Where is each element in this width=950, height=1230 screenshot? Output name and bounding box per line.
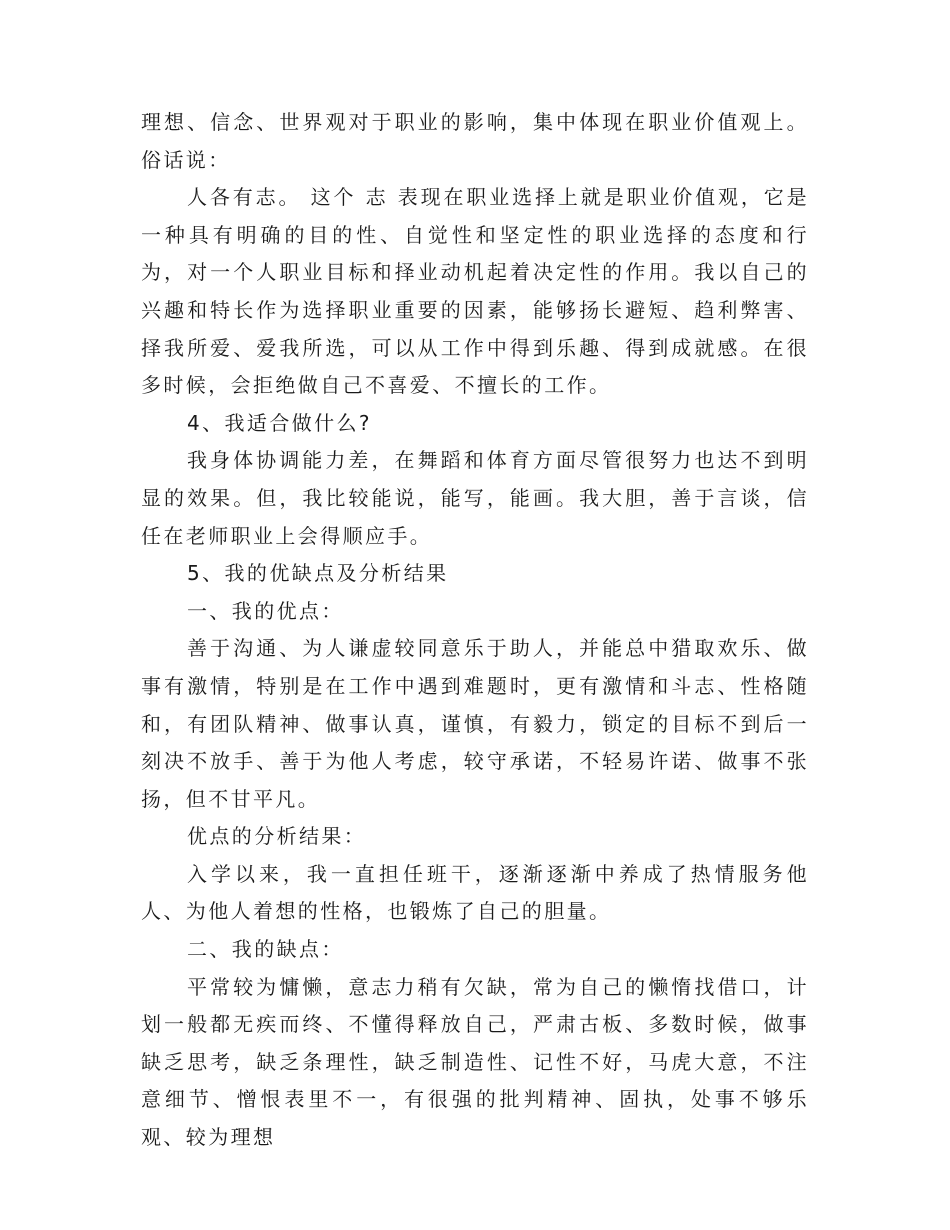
paragraph-values-intro: 理想、信念、世界观对于职业的影响，集中体现在职业价值观上。俗话说： — [141, 110, 809, 172]
document-body — [141, 104, 809, 1157]
subheading-weaknesses: 二、我的缺点： — [187, 937, 344, 962]
heading-strengths-weaknesses: 5、我的优缺点及分析结果 — [187, 561, 449, 586]
paragraph-weaknesses: 平常较为慵懒，意志力稍有欠缺，常为自己的懒惰找借口，计划一般都无疾而终、不懂得释放自己，严肃古板、多数时候，做事缺乏思考，缺乏条理性，缺乏制造性、记性不好，马虎大意，不注意细节、憎恨表里不一，有很强的批判精神、固执，处事不够乐观、较为理想 — [141, 974, 809, 1150]
paragraph-strengths-analysis: 入学以来，我一直担任班干，逐渐逐渐中养成了热情服务他人、为他人着想的性格，也锻炼了自己的胆量。 — [141, 861, 809, 924]
paragraph-abilities: 我身体协调能力差，在舞蹈和体育方面尽管很努力也达不到明显的效果。但，我比较能说，能写，能画。我大胆，善于言谈，信任在老师职业上会得顺应手。 — [141, 448, 809, 548]
paragraph-strengths: 善于沟通、为人谦虚较同意乐于助人，并能总中猎取欢乐、做事有激情，特别是在工作中遇到难题时，更有激情和斗志、性格随和，有团队精神、做事认真，谨慎，有毅力，锁定的目标不到后一刻决不放手、善于为他人考虑，较守承诺，不轻易许诺、做事不张扬，但不甘平凡。 — [141, 636, 809, 811]
subheading-strengths-analysis: 优点的分析结果： — [187, 824, 367, 849]
paragraph-career-values: 人各有志。 这个 志 表现在职业选择上就是职业价值观，它是一种具有明确的目的性、自觉性和坚定性的职业选择的态度和行为，对一个人职业目标和择业动机起着决定性的作用。我以自己的兴趣和特长作为选择职业重要的因素，能够扬长避短、趋利弊害、择我所爱、爱我所选，可以从工作中得到乐趣、得到成就感。在很多时候，会拒绝做自己不喜爱、不擅长的工作。 — [141, 185, 809, 398]
heading-what-suits-me: 4、我适合做什么? — [187, 410, 372, 435]
subheading-strengths: 一、我的优点： — [187, 598, 344, 623]
